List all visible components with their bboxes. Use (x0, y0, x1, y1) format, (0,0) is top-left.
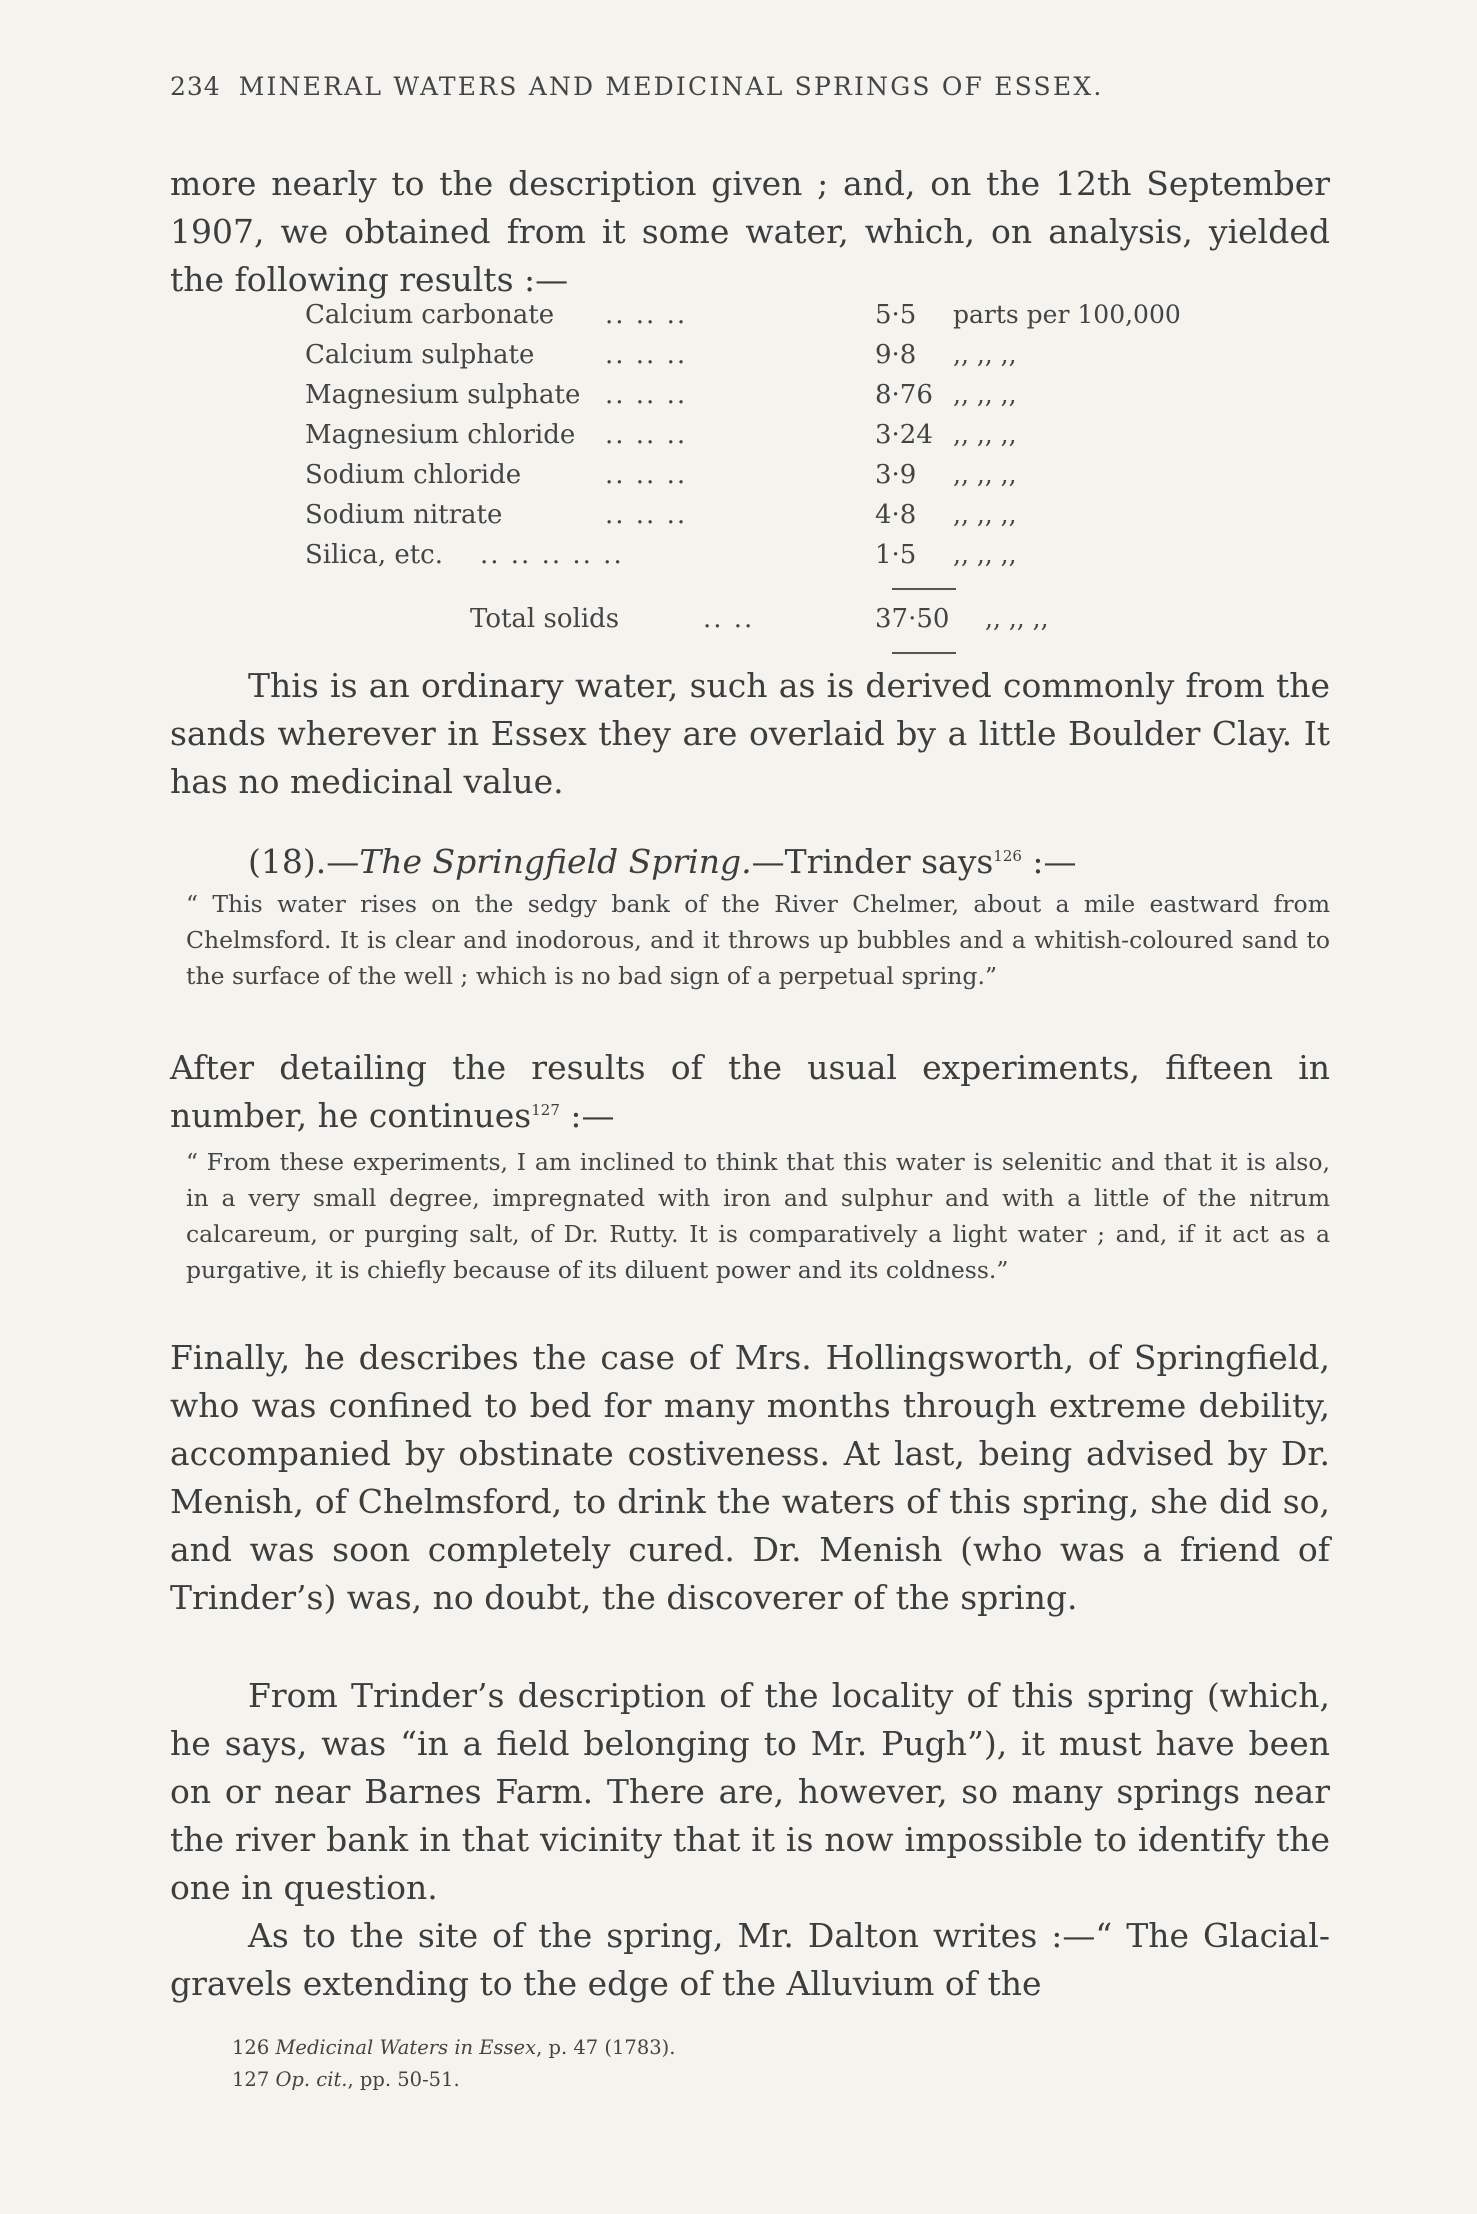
footnote-number: 126 (232, 2036, 270, 2059)
paragraph-experiments (170, 1044, 1330, 1140)
footnote-rest: , p. 47 (1783). (536, 2036, 676, 2059)
running-title: MINERAL WATERS AND MEDICINAL SPRINGS OF ESSEX. (238, 72, 1104, 101)
leader-dots: .. .. .. .. .. (480, 540, 624, 570)
leader-dots: .. .. .. (605, 420, 688, 450)
footnote-title: Op. cit. (275, 2068, 348, 2091)
footnote-title: Medicinal Waters in Essex (275, 2036, 537, 2059)
page-number: 234 (170, 72, 221, 101)
section-heading-springfield (170, 838, 1330, 886)
substance-unit: ,, ,, ,, (953, 540, 1017, 569)
substance-unit: ,, ,, ,, (953, 460, 1017, 489)
paragraph-text: After detailing the results of the usual experiments, fifteen in number, he continues (170, 1048, 1330, 1135)
substance-name: Silica, etc. (305, 540, 444, 570)
substance-unit: ,, ,, ,, (953, 340, 1017, 369)
paragraph-ordinary-water: This is an ordinary water, such as is derived commonly from the sands wherever in Essex they are overlaid by a little Boulder Clay. It has no medicinal value. (170, 666, 1330, 801)
substance-name: Sodium chloride (305, 460, 522, 490)
leader-dots: .. .. .. (605, 380, 688, 410)
quote-trinder-description: “ This water rises on the sedgy bank of the River Chelmer, about a mile eastward from Chelmsford. It is clear and inodorous, and it throws up bubbles and a whitish-coloured sand to the surface of the well ; which is no bad sign of a perpetual spring.” (186, 890, 1330, 990)
quote-trinder-experiments: “ From these experiments, I am inclined to think that this water is selenitic and that it is also, in a very small degree, impregnated with iron and sulphur and with a little of the nitrum calcareum, or purging salt, of Dr. Rutty. It is comparatively a light water ; and, if it act as a purgative, it is chiefly because of its diluent power and its coldness.” (186, 1148, 1330, 1284)
section-title: The Springfield Spring. (359, 842, 752, 881)
paragraph-hollingsworth-case: Finally, he describes the case of Mrs. Hollingsworth, of Springfield, who was confined to bed for many months through extreme debility, accompanied by obstinate costiveness. At last, being advised by Dr. Menish, of Chelmsford, to drink the waters of this spring, she did so, and was soon completely cured. Dr. Menish (who was a friend of Trinder’s) was, no doubt, the discoverer of the spring. (170, 1338, 1330, 1617)
leader-dots: .. .. .. (605, 460, 688, 490)
footnote-126 (232, 2036, 675, 2059)
running-header (170, 72, 1103, 101)
footnote-127 (232, 2068, 460, 2091)
leader-dots: .. .. .. (605, 300, 688, 330)
footnote-ref: 126 (993, 847, 1022, 865)
section-tail: :— (1021, 842, 1077, 881)
section-number: (18).— (248, 842, 360, 881)
substance-value: 4·8 (875, 500, 917, 530)
substance-value: 9·8 (875, 340, 917, 370)
leader-dots: .. .. .. (605, 340, 688, 370)
paragraph-locality: From Trinder’s description of the locality of this spring (which, he says, was “in a field belonging to Mr. Pugh”), it must have been on or near Barnes Farm. There are, however, so many springs near the river bank in that vicinity that it is now impossible to identify the one in question. (170, 1676, 1330, 1907)
substance-name: Sodium nitrate (305, 500, 503, 530)
paragraph-dalton: As to the site of the spring, Mr. Dalton writes :—“ The Glacial-gravels extending to the edge of the Alluvium of the (170, 1916, 1330, 2003)
total-value: 37·50 (875, 604, 950, 634)
sum-rule-top (892, 588, 956, 590)
section-lead: —Trinder says (751, 842, 994, 881)
sum-rule-bottom (892, 652, 956, 654)
substance-name: Calcium carbonate (305, 300, 555, 330)
leader-dots: .. .. (703, 604, 755, 634)
substance-unit: ,, ,, ,, (953, 420, 1017, 449)
substance-unit: ,, ,, ,, (953, 380, 1017, 409)
total-label: Total solids (470, 604, 620, 634)
paragraph-tail: :— (559, 1096, 615, 1135)
substance-value: 8·76 (875, 380, 933, 410)
substance-name: Magnesium sulphate (305, 380, 581, 410)
footnote-ref: 127 (531, 1101, 560, 1119)
leader-dots: .. .. .. (605, 500, 688, 530)
paragraph-results-intro: more nearly to the description given ; and, on the 12th September 1907, we obtained from it some water, which, on analysis, yielded the following results :— (170, 164, 1330, 299)
substance-name: Calcium sulphate (305, 340, 535, 370)
substance-value: 1·5 (875, 540, 917, 570)
footnote-rest: , pp. 50-51. (347, 2068, 460, 2091)
substance-value: 5·5 (875, 300, 917, 330)
footnote-number: 127 (232, 2068, 270, 2091)
substance-value: 3·24 (875, 420, 933, 450)
total-unit: ,, ,, ,, (985, 604, 1049, 633)
substance-unit: ,, ,, ,, (953, 500, 1017, 529)
substance-value: 3·9 (875, 460, 917, 490)
substance-unit: parts per 100,000 (953, 300, 1181, 329)
substance-name: Magnesium chloride (305, 420, 576, 450)
